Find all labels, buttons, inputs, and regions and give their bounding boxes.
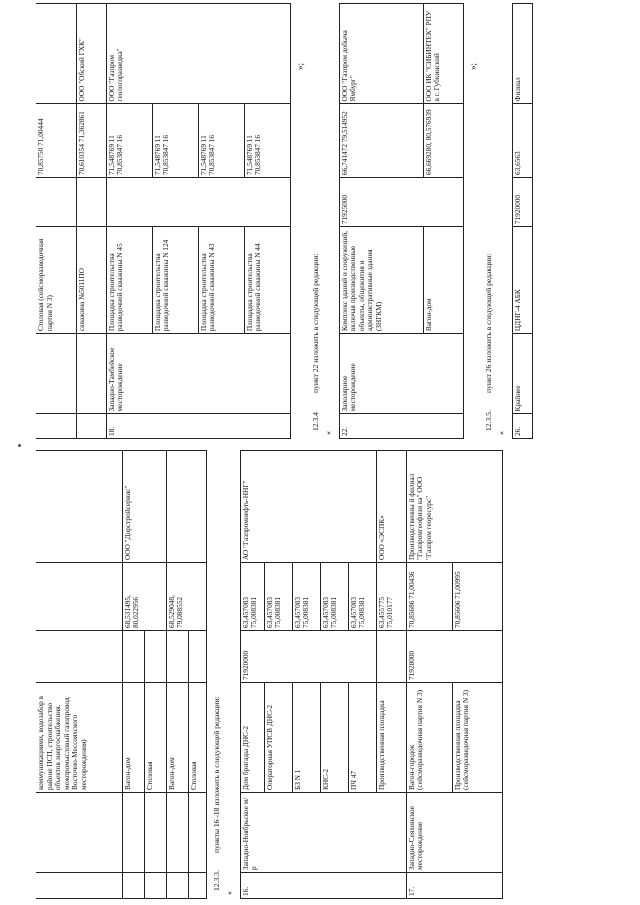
table-row-26 [512, 3, 533, 439]
coordinates: 63,457083 75,008381 [348, 563, 376, 631]
table-row [122, 451, 144, 899]
object-name: БЗ N 1 [292, 683, 320, 793]
object-name: Площадка строительства разведочной скважины N 124 [152, 227, 198, 334]
coordinates: 63,455775 75,010177 [376, 563, 406, 631]
object-name: ПЧ 47 [348, 683, 376, 793]
quote-close: »; [294, 63, 305, 71]
section-number: 12.3.5. [483, 410, 493, 431]
row-number: 16. [240, 873, 406, 899]
coordinates: 70,85750 71,00444 [36, 104, 76, 178]
table-rows-17-18 [36, 3, 291, 439]
object-name: Площадка строительства разведочной скважины N 44 [244, 227, 290, 334]
scan-speck [18, 444, 21, 447]
coordinates: 68,529048, 79,088552 [166, 563, 206, 631]
organization: Филиал [512, 4, 532, 104]
deposit-name: Западно-Тамбейское месторождение [106, 334, 290, 414]
object-name: КНС-2 [320, 683, 348, 793]
object-name: Вагон-дом [166, 683, 188, 793]
coordinates: 68,531495, 80,022956 [122, 563, 166, 631]
quote-open: « [224, 891, 234, 895]
section-heading [311, 3, 320, 439]
table-top-continuation [36, 450, 207, 899]
section-text: пункты 16 -18 изложить в следующей редакции: [211, 696, 221, 853]
object-name: Площадка строительства разведочной скважины N 43 [198, 227, 244, 334]
coordinates: 71,548769 11 70,853847 16 [106, 104, 152, 178]
object-name: Производственная площадка (сейсморазведочная партия N 3) [452, 683, 502, 793]
organization: ООО "Дорстройсервис" [122, 451, 166, 563]
section-number: 12.3.3. [211, 870, 221, 891]
object-name: Вагон-дом [122, 683, 144, 793]
table-row [339, 4, 423, 439]
object-name: Дом бригады ДНС-2 [240, 683, 264, 793]
object-name: скважина №5011ПО [76, 227, 106, 334]
section-heading [212, 451, 221, 899]
object-name: Вагон-дом [423, 227, 463, 334]
section-number: 12.3.4 [310, 412, 320, 431]
coordinates: 63,457083 75,008381 [264, 563, 292, 631]
object-name: Столовая [188, 683, 206, 793]
organization: Производственны й филиал "Газпромгеофизи ка" ООО "Газпром георесурс" [406, 451, 502, 563]
row-number: 18. [106, 414, 290, 439]
organization: ООО "Газпром геологоразведка" [106, 4, 290, 104]
row-number: 22. [339, 414, 463, 439]
right-column [36, 3, 626, 439]
left-column [36, 451, 626, 899]
object-name: коммуникациями, водозабор в районе ПСП, строительство объектов энергоснабжения, межпромысловый газопровод Восточно-Мессояхского месторождения) [36, 683, 122, 793]
row-number: 26. [512, 414, 532, 439]
table-row [36, 4, 76, 439]
section-text: пункт 22 изложить в следующей редакции: [310, 253, 320, 393]
object-name: Площадка строительства разведочной скважины N 45 [106, 227, 152, 334]
table-row [166, 451, 188, 899]
quote-close: »; [467, 63, 478, 71]
coordinates: 71,548769 11 70,853847 16 [198, 104, 244, 178]
oktmo-code: 71920000 [240, 631, 376, 683]
coordinates: 70,85686 71,00436 [406, 563, 452, 631]
coordinates: 63,457083 75,008381 [320, 563, 348, 631]
object-name: Столовая (сейсморазведочная партия N 3) [36, 227, 76, 334]
coordinates [36, 563, 122, 631]
organization [36, 451, 122, 563]
object-name: Вагон-городок (сейсморазведочная партия N 3) [406, 683, 452, 793]
oktmo-code: 71928000 [406, 631, 502, 683]
coordinates: 70,85606 71,00995 [452, 563, 502, 631]
coordinates: 66,741472 79,514952 [339, 104, 423, 178]
table-row [240, 451, 264, 899]
organization: ООО «ЭСПК» [376, 451, 406, 563]
deposit-name: Западно-Ноябрьское м/р [240, 793, 406, 873]
organization: ООО "Обский ГХК" [76, 4, 106, 104]
table-row [106, 4, 152, 439]
object-name: Производственная площадка [376, 683, 406, 793]
row-number: 17. [406, 873, 502, 899]
coordinates: 66,669280, 80,576939 [423, 104, 463, 178]
deposit-name: Крайнее [512, 334, 532, 414]
object-name: Операторная УПСВ ДНС-2 [264, 683, 292, 793]
section-text: пункт 26 изложить в следующей редакции: [483, 253, 493, 393]
object-name: Столовая [144, 683, 166, 793]
deposit-name: Заполярное месторождение [339, 334, 463, 414]
table-row [76, 4, 106, 439]
coordinates: 63,457083 75,008381 [292, 563, 320, 631]
coordinates: 63,457083 75,008381 [240, 563, 264, 631]
table-row-22 [339, 3, 464, 439]
coordinates: 71,548769 11 70,853847 16 [152, 104, 198, 178]
object-name: ЦДНГ-4 АБК [512, 227, 532, 334]
oktmo-code: 71920000 [512, 178, 532, 227]
table-rows-16-17 [240, 450, 503, 899]
quote-open: « [323, 431, 333, 435]
table-row [512, 4, 532, 439]
table-row [36, 451, 122, 899]
coordinates: 71,548769 11 70,853847 16 [244, 104, 290, 178]
organization: ООО ИК "СИБИНТЕК" РПУ в г. Губкинский [423, 4, 463, 104]
coordinates: 63,6563 [512, 104, 532, 178]
object-name: Комплекс зданий и сооружений, включая производственные объекты, общежития и административные здания (ЗНГКМ) [339, 227, 423, 334]
deposit-name: Западно-Сеяхинское месторождение [406, 793, 502, 873]
oktmo-code: 71925000 [339, 178, 463, 227]
section-heading [484, 3, 493, 439]
coordinates: 70,610354 71,362861 [76, 104, 106, 178]
organization: АО "Газпромнефть-ННГ" [240, 451, 376, 563]
table-row [406, 451, 452, 899]
quote-open: « [496, 431, 506, 435]
organization: ООО "Газпром добыча Ямбург" [339, 4, 423, 104]
organization [166, 451, 206, 563]
